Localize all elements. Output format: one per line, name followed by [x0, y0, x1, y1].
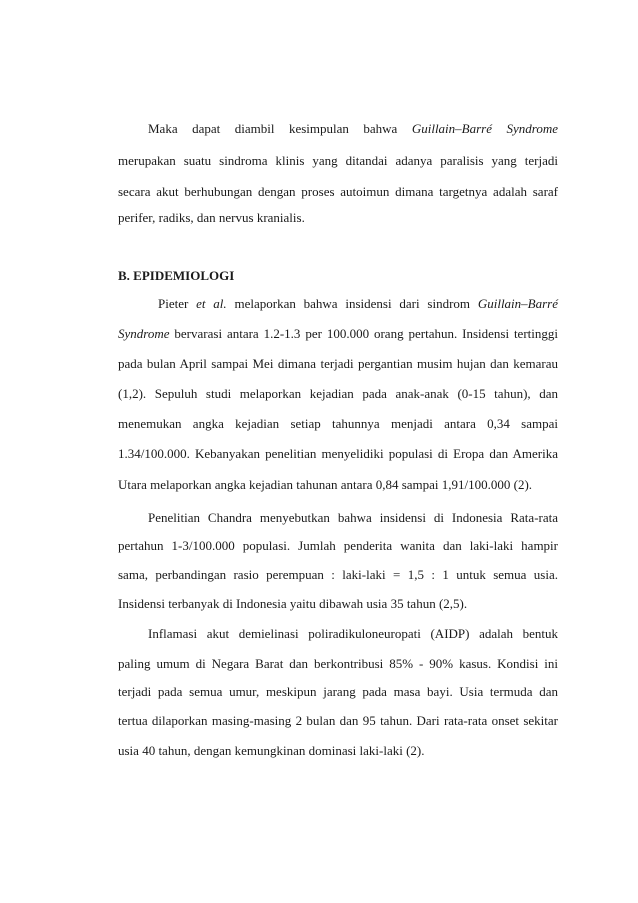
aidp-line-1: Inflamasi akut demielinasi poliradikuloneuropati (AIDP) adalah bentuk [148, 626, 558, 641]
syndrome-term: Guillain–Barré Syndrome [411, 121, 558, 136]
chandra-line-1: Penelitian Chandra menyebutkan bahwa insidensi di Indonesia Rata-rata [148, 510, 558, 525]
epid-line-7: Utara melaporkan angka kejadian tahunan antara 0,84 sampai 1,91/100.000 (2). [118, 477, 533, 492]
syndrome-term: Syndrome [118, 326, 170, 341]
aidp-line-4: tertua dilaporkan masing-masing 2 bulan dan 95 tahun. Dari rata-rata onset sekitar [118, 713, 558, 728]
epid-text-c: melaporkan bahwa insidensi dari sindrom [226, 296, 478, 311]
intro-line-2: merupakan suatu sindroma klinis yang ditandai adanya paralisis yang terjadi [118, 153, 558, 168]
aidp-line-5: usia 40 tahun, dengan kemungkinan dominasi laki-laki (2). [118, 743, 425, 758]
aidp-line-3: terjadi pada semua umur, meskipun jarang pada masa bayi. Usia termuda dan [118, 684, 558, 699]
epid-line-5: menemukan angka kejadian setiap tahunnya menjadi antara 0,34 sampai [118, 416, 558, 431]
epid-line-1 [158, 296, 558, 312]
epid-line-4: (1,2). Sepuluh studi melaporkan kejadian pada anak-anak (0-15 tahun), dan [118, 386, 558, 401]
syndrome-term: Guillain–Barré [477, 296, 558, 311]
intro-line-1 [148, 121, 558, 137]
intro-line-4: perifer, radiks, dan nervus kranialis. [118, 210, 305, 225]
aidp-line-2: paling umum di Negara Barat dan berkontribusi 85% - 90% kasus. Kondisi ini [118, 656, 558, 671]
epid-line-3: pada bulan April sampai Mei dimana terjadi pergantian musim hujan dan kemarau [118, 356, 558, 371]
chandra-line-2: pertahun 1-3/100.000 populasi. Jumlah penderita wanita dan laki-laki hampir [118, 538, 558, 553]
section-heading-epidemiologi: B. EPIDEMIOLOGI [118, 268, 235, 283]
epid-text-b: bervarasi antara 1.2-1.3 per 100.000 orang pertahun. Insidensi tertinggi [169, 326, 558, 341]
intro-text: Maka dapat diambil kesimpulan bahwa [148, 121, 412, 136]
chandra-line-4: Insidensi terbanyak di Indonesia yaitu dibawah usia 35 tahun (2,5). [118, 596, 468, 611]
epid-line-6: 1.34/100.000. Kebanyakan penelitian menyelidiki populasi di Eropa dan Amerika [118, 446, 558, 461]
chandra-line-3: sama, perbandingan rasio perempuan : laki-laki = 1,5 : 1 untuk semua usia. [118, 567, 558, 582]
epid-text-a: Pieter [158, 296, 197, 311]
et-al-term: et al. [196, 296, 227, 311]
intro-line-3: secara akut berhubungan dengan proses autoimun dimana targetnya adalah saraf [118, 184, 558, 199]
epid-line-2 [118, 326, 558, 342]
